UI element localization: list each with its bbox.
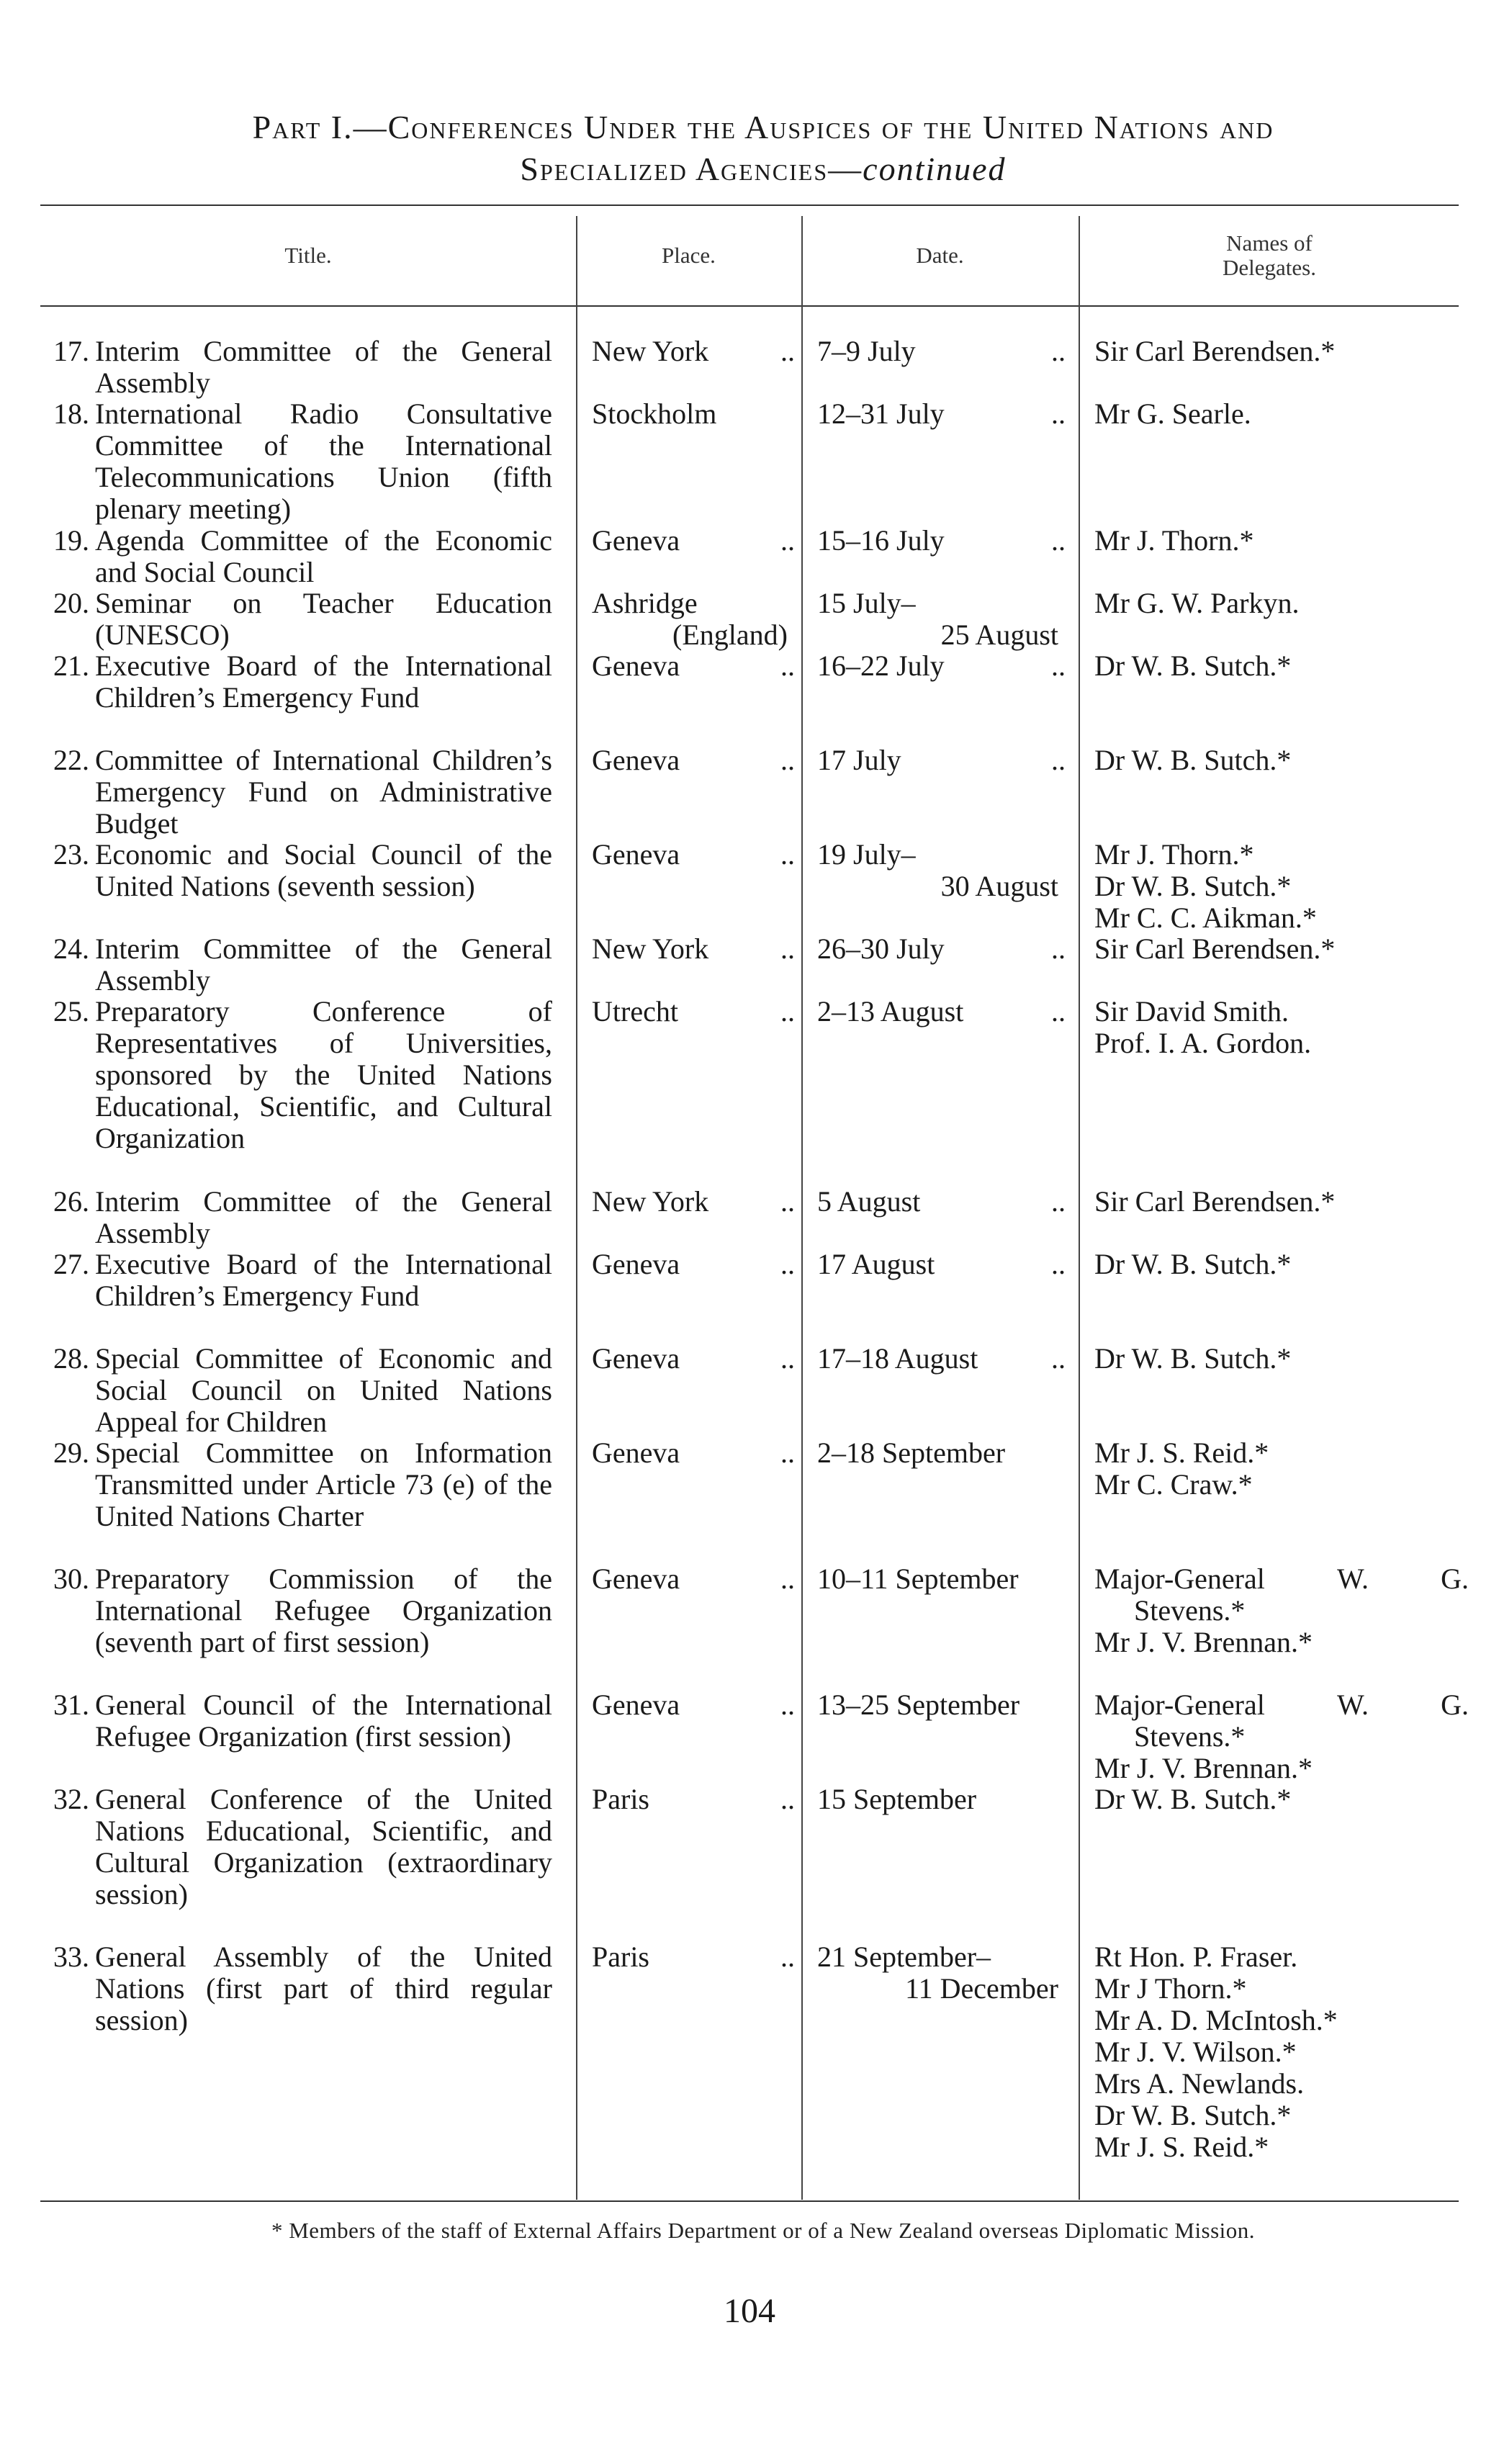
- row-place: [592, 1186, 795, 1218]
- row-number: 31.: [53, 1689, 89, 1721]
- date-text: 15 September: [817, 1783, 977, 1815]
- row-title: Seminar on Teacher Education (UNESCO): [95, 587, 552, 651]
- row-delegates: [1094, 1437, 1469, 1501]
- row-date: [817, 398, 1066, 430]
- delegate-name: Mr G. Searle.: [1094, 397, 1251, 430]
- place-name: Ashridge: [592, 587, 698, 619]
- delegate-name: Dr W. B. Sutch.*: [1094, 1342, 1292, 1375]
- row-number: 27.: [53, 1248, 89, 1280]
- row-delegates: [1094, 745, 1469, 776]
- date-text: 7–9 July: [817, 335, 916, 367]
- row-title: Agenda Committee of the Economic and Social Council: [95, 524, 552, 588]
- row-place: [592, 1941, 795, 1973]
- date-leader-dots: ..: [1051, 524, 1066, 557]
- row-number: 24.: [53, 932, 89, 965]
- row-date: [817, 996, 1066, 1028]
- row-delegates: [1094, 398, 1469, 430]
- column-divider-1: [576, 216, 577, 2200]
- delegate-name: Mrs A. Newlands.: [1094, 2067, 1305, 2100]
- row-delegates: [1094, 1186, 1469, 1218]
- place-name: New York: [592, 932, 709, 965]
- row-date: [817, 1437, 1066, 1469]
- row-number: 32.: [53, 1783, 89, 1815]
- delegate-name: Mr J. S. Reid.*: [1094, 1436, 1269, 1469]
- footnote: * Members of the staff of External Affairs Department or of a New Zealand overseas Diplomatic Mission.: [271, 2218, 1256, 2243]
- column-header-date: Date.: [916, 243, 964, 268]
- delegate-name: Mr C. C. Aikman.*: [1094, 901, 1317, 934]
- row-place: [592, 996, 795, 1028]
- row-date: [817, 650, 1066, 682]
- delegate-name: Dr W. B. Sutch.*: [1094, 870, 1292, 902]
- row-title: General Assembly of the United Nations (first part of third regular session): [95, 1941, 552, 2036]
- date-text-line-2: 30 August: [940, 870, 1058, 902]
- row-title: Interim Committee of the General Assembly: [95, 1185, 552, 1249]
- row-place: [592, 1249, 795, 1280]
- row-place: [592, 336, 795, 367]
- row-date: [817, 1784, 1066, 1815]
- column-header-place: Place.: [662, 243, 716, 268]
- delegate-name: Mr A. D. McIntosh.*: [1094, 2004, 1338, 2036]
- place-name: Geneva: [592, 649, 680, 682]
- heading-line-2-main: Specialized Agencies—: [520, 150, 863, 187]
- date-leader-dots: ..: [1051, 1342, 1066, 1375]
- date-text: 17–18 August: [817, 1342, 978, 1375]
- row-number: 29.: [53, 1436, 89, 1469]
- delegate-name-word: W.: [1336, 1689, 1369, 1721]
- row-number: 20.: [53, 587, 89, 619]
- table-top-rule: [40, 204, 1459, 206]
- delegate-name-word: W.: [1336, 1563, 1369, 1595]
- date-text: 16–22 July: [817, 649, 945, 682]
- row-delegates: [1094, 588, 1469, 619]
- row-title: Committee of International Children’s Emergency Fund on Administrative Budget: [95, 744, 552, 840]
- delegate-name: Dr W. B. Sutch.*: [1094, 649, 1292, 682]
- place-name-line-2: (England): [672, 619, 788, 651]
- row-date: [817, 839, 1066, 902]
- row-number: 33.: [53, 1941, 89, 1973]
- row-title: General Conference of the United Nations Educational, Scientific, and Cultural Organization (extraordinary session): [95, 1783, 552, 1910]
- delegate-name: Dr W. B. Sutch.*: [1094, 1248, 1292, 1280]
- row-title: Special Committee of Economic and Social Council on United Nations Appeal for Children: [95, 1342, 552, 1438]
- place-name: New York: [592, 1185, 709, 1218]
- delegate-name: Sir Carl Berendsen.*: [1094, 1185, 1336, 1218]
- delegate-name: Sir David Smith.: [1094, 995, 1289, 1028]
- row-number: 26.: [53, 1185, 89, 1218]
- row-delegates: [1094, 525, 1469, 557]
- heading-line-2: [43, 148, 1483, 190]
- column-header-delegates-line-1: Names of: [1226, 230, 1313, 256]
- place-name: Geneva: [592, 1342, 680, 1375]
- delegate-name-word: Major-General: [1094, 1689, 1265, 1721]
- row-place: [592, 588, 795, 651]
- date-text: 13–25 September: [817, 1689, 1020, 1721]
- row-title: Special Committee on Information Transmitted under Article 73 (e) of the United Nations Charter: [95, 1436, 552, 1532]
- delegate-name: Prof. I. A. Gordon.: [1094, 1027, 1312, 1059]
- row-delegates: [1094, 839, 1469, 934]
- place-leader-dots: ..: [780, 838, 795, 871]
- delegate-name-word: Major-General: [1094, 1563, 1265, 1595]
- place-leader-dots: ..: [780, 1783, 795, 1815]
- delegate-name: Mr J. V. Wilson.*: [1094, 2036, 1297, 2068]
- delegate-name-word: G.: [1441, 1689, 1469, 1721]
- date-text: 21 September–: [817, 1941, 991, 1973]
- place-name: Geneva: [592, 524, 680, 557]
- place-leader-dots: ..: [780, 1342, 795, 1375]
- place-leader-dots: ..: [780, 1436, 795, 1469]
- place-name: Geneva: [592, 1248, 680, 1280]
- date-leader-dots: ..: [1051, 335, 1066, 367]
- row-date: [817, 525, 1066, 557]
- column-header-delegates: [1079, 209, 1460, 302]
- date-text: 15 July–: [817, 587, 916, 619]
- place-name: Geneva: [592, 1689, 680, 1721]
- delegate-name: Dr W. B. Sutch.*: [1094, 1783, 1292, 1815]
- row-place: [592, 1437, 795, 1469]
- place-leader-dots: ..: [780, 995, 795, 1028]
- date-leader-dots: ..: [1051, 1248, 1066, 1280]
- row-title: International Radio Consultative Committee of the International Telecommunications Union (fifth plenary meeting): [95, 397, 552, 525]
- place-leader-dots: ..: [780, 1563, 795, 1595]
- row-date: [817, 1689, 1066, 1721]
- row-number: 18.: [53, 397, 89, 430]
- row-title: Preparatory Conference of Representatives of Universities, sponsored by the United Nations Educational, Scientific, and Cultural Organization: [95, 995, 552, 1154]
- date-text: 17 July: [817, 744, 901, 776]
- row-delegates: [1094, 650, 1469, 682]
- row-date: [817, 1563, 1066, 1595]
- row-title: Economic and Social Council of the United Nations (seventh session): [95, 838, 552, 902]
- row-number: 19.: [53, 524, 89, 557]
- date-text-line-2: 11 December: [905, 1972, 1058, 2005]
- delegate-name: [1094, 1563, 1469, 1595]
- row-number: 30.: [53, 1563, 89, 1595]
- row-date: [817, 933, 1066, 965]
- row-place: [592, 1689, 795, 1721]
- row-number: 23.: [53, 838, 89, 871]
- row-delegates: [1094, 336, 1469, 367]
- column-divider-2: [801, 216, 803, 2200]
- row-place: [592, 933, 795, 965]
- row-delegates: [1094, 1784, 1469, 1815]
- row-date: [817, 1343, 1066, 1375]
- header-bottom-rule: [40, 305, 1459, 307]
- row-date: [817, 745, 1066, 776]
- row-delegates: [1094, 1941, 1469, 2163]
- place-leader-dots: ..: [780, 335, 795, 367]
- delegate-name: Mr J. Thorn.*: [1094, 838, 1254, 871]
- date-leader-dots: ..: [1051, 1185, 1066, 1218]
- row-place: [592, 650, 795, 682]
- place-leader-dots: ..: [780, 932, 795, 965]
- place-name: Geneva: [592, 1436, 680, 1469]
- delegate-name: Mr J. S. Reid.*: [1094, 2131, 1269, 2163]
- page-heading: [43, 107, 1483, 190]
- date-text: 5 August: [817, 1185, 921, 1218]
- date-leader-dots: ..: [1051, 995, 1066, 1028]
- place-leader-dots: ..: [780, 649, 795, 682]
- column-divider-3: [1079, 216, 1080, 2200]
- row-delegates: [1094, 1343, 1469, 1375]
- heading-line-1: Part I.—Conferences Under the Auspices of the United Nations and: [252, 109, 1274, 145]
- place-name: Paris: [592, 1783, 649, 1815]
- row-date: [817, 1249, 1066, 1280]
- date-text: 2–13 August: [817, 995, 964, 1028]
- delegate-name: [1094, 1689, 1469, 1721]
- column-header-title: Title.: [284, 243, 332, 268]
- place-name: New York: [592, 335, 709, 367]
- delegate-name: Sir Carl Berendsen.*: [1094, 932, 1336, 965]
- table-bottom-rule: [40, 2200, 1459, 2202]
- row-date: [817, 336, 1066, 367]
- delegate-name-word: G.: [1441, 1563, 1469, 1595]
- place-name: Geneva: [592, 744, 680, 776]
- place-leader-dots: ..: [780, 524, 795, 557]
- page-number: 104: [724, 2292, 775, 2330]
- place-leader-dots: ..: [780, 1689, 795, 1721]
- row-number: 25.: [53, 995, 89, 1028]
- place-leader-dots: ..: [780, 1185, 795, 1218]
- row-number: 17.: [53, 335, 89, 367]
- place-name: Stockholm: [592, 397, 717, 430]
- row-date: [817, 588, 1066, 651]
- date-text: 17 August: [817, 1248, 935, 1280]
- row-date: [817, 1941, 1066, 2005]
- delegate-name: Rt Hon. P. Fraser.: [1094, 1941, 1298, 1973]
- date-text: 26–30 July: [817, 932, 945, 965]
- delegate-name: Dr W. B. Sutch.*: [1094, 2099, 1292, 2131]
- place-name: Geneva: [592, 1563, 680, 1595]
- date-leader-dots: ..: [1051, 649, 1066, 682]
- row-delegates: [1094, 1689, 1469, 1784]
- date-leader-dots: ..: [1051, 744, 1066, 776]
- row-title: Executive Board of the International Children’s Emergency Fund: [95, 649, 552, 714]
- delegate-name: Stevens.*: [1134, 1594, 1246, 1627]
- row-title: Preparatory Commission of the International Refugee Organization (seventh part of first session): [95, 1563, 552, 1658]
- delegate-name: Mr C. Craw.*: [1094, 1468, 1253, 1501]
- row-number: 21.: [53, 649, 89, 682]
- date-text: 2–18 September: [817, 1436, 1006, 1469]
- date-text: 19 July–: [817, 838, 916, 871]
- row-title: Interim Committee of the General Assembly: [95, 335, 552, 399]
- row-title: Interim Committee of the General Assembly: [95, 932, 552, 997]
- place-name: Geneva: [592, 838, 680, 871]
- row-number: 22.: [53, 744, 89, 776]
- place-name: Utrecht: [592, 995, 678, 1028]
- row-date: [817, 1186, 1066, 1218]
- row-title: General Council of the International Refugee Organization (first session): [95, 1689, 552, 1753]
- row-place: [592, 1343, 795, 1375]
- row-delegates: [1094, 933, 1469, 965]
- date-text: 15–16 July: [817, 524, 945, 557]
- place-leader-dots: ..: [780, 1248, 795, 1280]
- delegate-name: Mr J. V. Brennan.*: [1094, 1626, 1313, 1658]
- row-place: [592, 398, 795, 430]
- row-place: [592, 525, 795, 557]
- delegate-name: Dr W. B. Sutch.*: [1094, 744, 1292, 776]
- row-place: [592, 745, 795, 776]
- date-text: 10–11 September: [817, 1563, 1019, 1595]
- row-number: 28.: [53, 1342, 89, 1375]
- delegate-name: Sir Carl Berendsen.*: [1094, 335, 1336, 367]
- place-name: Paris: [592, 1941, 649, 1973]
- column-header-delegates-line-2: Delegates.: [1223, 255, 1316, 280]
- date-leader-dots: ..: [1051, 932, 1066, 965]
- heading-continued: continued: [863, 150, 1007, 187]
- delegate-name: Stevens.*: [1134, 1720, 1246, 1753]
- delegate-name: Mr J Thorn.*: [1094, 1972, 1247, 2005]
- delegate-name: Mr J. V. Brennan.*: [1094, 1752, 1313, 1784]
- place-leader-dots: ..: [780, 1941, 795, 1973]
- row-delegates: [1094, 1563, 1469, 1658]
- date-text: 12–31 July: [817, 397, 945, 430]
- row-place: [592, 839, 795, 871]
- delegate-name: Mr G. W. Parkyn.: [1094, 587, 1300, 619]
- row-place: [592, 1784, 795, 1815]
- row-delegates: [1094, 996, 1469, 1059]
- date-text-line-2: 25 August: [940, 619, 1058, 651]
- row-title: Executive Board of the International Children’s Emergency Fund: [95, 1248, 552, 1312]
- date-leader-dots: ..: [1051, 397, 1066, 430]
- row-place: [592, 1563, 795, 1595]
- delegate-name: Mr J. Thorn.*: [1094, 524, 1254, 557]
- place-leader-dots: ..: [780, 744, 795, 776]
- row-delegates: [1094, 1249, 1469, 1280]
